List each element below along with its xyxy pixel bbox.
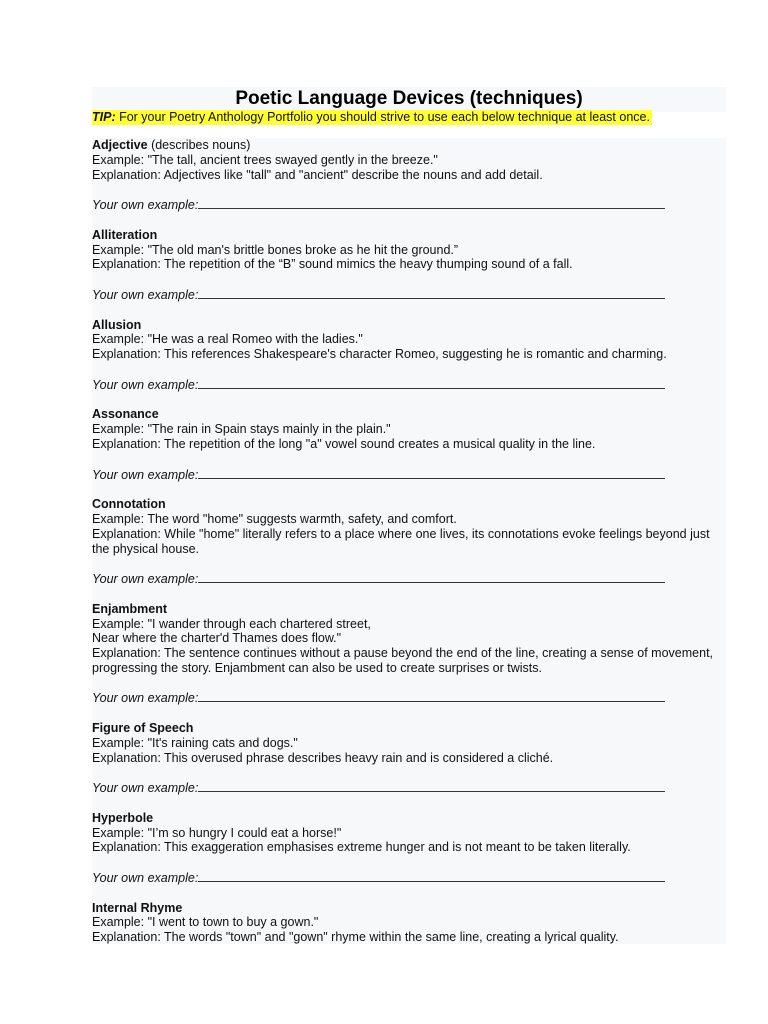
device-name: Alliteration [92,227,158,242]
own-example-field[interactable] [92,780,726,796]
device-enjambment [92,602,726,707]
own-example-field[interactable] [92,571,726,587]
device-note: (describes nouns) [147,138,251,152]
device-example: Example: "He was a real Romeo with the ladies." [92,332,363,347]
device-explanation: Explanation: Adjectives like "tall" and "ancient" describe the nouns and add detail. [92,167,543,182]
device-adjective [92,138,726,213]
own-example-field[interactable] [92,690,726,706]
device-alliteration [92,228,726,303]
own-example-label: Your own example: [92,467,199,482]
device-name: Allusion [92,317,142,332]
device-explanation: Explanation: The sentence continues without a pause beyond the end of the line, creating a sense of movement, progressing the story. Enjambment can also be used to create surprises or twists. [92,646,714,675]
device-explanation: Explanation: The repetition of the long "a" vowel sound creates a musical quality in the line. [92,436,596,451]
devices-list [92,138,726,944]
device-explanation: Explanation: This overused phrase describes heavy rain and is considered a cliché. [92,750,554,765]
own-example-label: Your own example: [92,781,199,796]
device-assonance [92,407,726,482]
own-example-label: Your own example: [92,871,199,886]
own-example-field[interactable] [92,870,726,886]
device-name: Adjective [92,138,148,152]
device-example: Example: "The old man's brittle bones broke as he hit the ground.” [92,242,459,257]
own-example-label: Your own example: [92,691,199,706]
device-hyperbole [92,811,726,886]
device-explanation: Explanation: The words "town" and "gown" rhyme within the same line, creating a lyrical quality. [92,930,619,945]
device-name: Internal Rhyme [92,900,183,915]
device-allusion [92,318,726,393]
own-example-field[interactable] [92,467,726,483]
tip-label: TIP: [92,110,116,124]
tip-highlight [92,110,652,125]
own-example-label: Your own example: [92,198,199,213]
device-explanation: Explanation: This references Shakespeare's character Romeo, suggesting he is romantic and charming. [92,347,667,362]
device-figure-of-speech [92,721,726,796]
page-title: Poetic Language Devices (techniques) [235,88,583,109]
own-example-label: Your own example: [92,572,199,587]
own-example-line[interactable] [198,571,665,583]
own-example-field[interactable] [92,377,726,393]
device-explanation: Explanation: This exaggeration emphasises extreme hunger and is not meant to be taken literally. [92,840,631,855]
device-example: Example: "I went to town to buy a gown." [92,915,319,930]
own-example-label: Your own example: [92,287,199,302]
tip-text: For your Poetry Anthology Portfolio you should strive to use each below technique at least once. [115,110,650,124]
device-example: Example: The word "home" suggests warmth, safety, and comfort. [92,511,457,526]
device-name: Enjambment [92,601,168,616]
device-name: Figure of Speech [92,721,194,736]
device-explanation: Explanation: While "home" literally refers to a place where one lives, its connotations evoke feelings beyond just the physical house. [92,526,710,556]
own-example-label: Your own example: [92,377,199,392]
device-example: Example: "I’m so hungry I could eat a horse!" [92,825,342,840]
device-example: Example: "I wander through each chartered street, [92,616,371,631]
own-example-line[interactable] [198,690,665,702]
device-name: Connotation [92,497,166,512]
device-example-continued: Near where the charter'd Thames does flow." [92,631,342,646]
device-connotation [92,497,726,587]
device-example: Example: "The rain in Spain stays mainly in the plain." [92,422,391,437]
own-example-line[interactable] [198,870,665,882]
own-example-field[interactable] [92,197,726,213]
device-example: Example: "It's raining cats and dogs." [92,735,298,750]
own-example-line[interactable] [198,467,665,479]
own-example-line[interactable] [198,780,665,792]
own-example-line[interactable] [198,287,665,299]
device-explanation: Explanation: The repetition of the “B” sound mimics the heavy thumping sound of a fall. [92,257,573,272]
device-internal-rhyme [92,901,726,945]
own-example-field[interactable] [92,287,726,303]
own-example-line[interactable] [198,197,665,209]
device-name: Assonance [92,407,159,422]
device-name: Hyperbole [92,810,154,825]
device-example: Example: "The tall, ancient trees swayed gently in the breeze." [92,152,438,167]
own-example-line[interactable] [198,377,665,389]
